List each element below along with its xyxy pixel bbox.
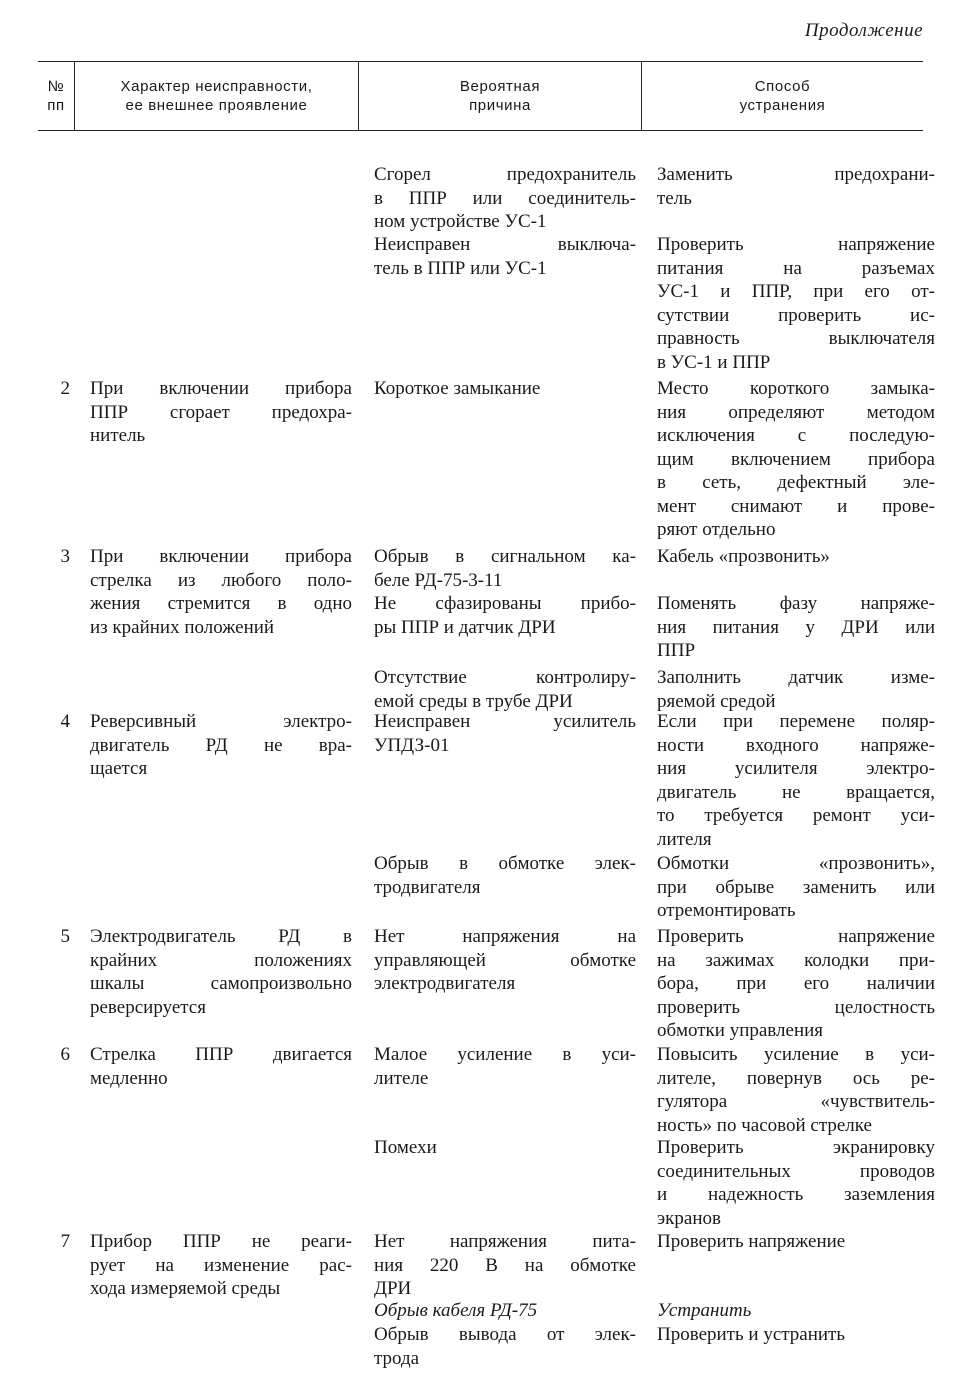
text-line: в УС-1 и ППР [657, 351, 771, 373]
text-line: отремонтировать [657, 900, 796, 921]
text-line: Проверить экранировку [657, 1137, 935, 1158]
fix-text [657, 1299, 935, 1323]
text-line: обмотки управления [657, 1020, 824, 1041]
cause-text [374, 852, 636, 899]
text-line: двигатель не вращается, [657, 781, 935, 803]
text-line: Короткое замыкание [374, 378, 541, 399]
text-line: исключения с последую- [657, 425, 935, 446]
text-line: Место короткого замыка- [657, 378, 935, 399]
text-line: Проверить напряжение [657, 234, 935, 255]
text-line: в ППР или соединитель- [374, 187, 636, 209]
continuation-label: Продолжение [804, 20, 923, 41]
cause-text [374, 163, 636, 234]
text-line: ности входного напряже- [657, 734, 935, 756]
fix-text [657, 592, 935, 663]
text-line: на зажимах колодки при- [657, 949, 935, 971]
text-line: Повысить усиление в уси- [657, 1044, 935, 1065]
text-line: реверсируется [90, 996, 206, 1018]
text-line: питания на разъемах [657, 257, 935, 279]
text-line: Заполнить датчик изме- [657, 667, 935, 688]
text-line: ряемой средой [657, 690, 776, 712]
row-number: 3 [60, 546, 70, 567]
text-line: нитель [90, 425, 146, 446]
fix-text [657, 545, 935, 569]
text-line: ДРИ [374, 1278, 412, 1299]
fix-text [657, 377, 935, 542]
text-line: шкалы самопроизвольно [90, 973, 352, 994]
text-line: ряют отдельно [657, 519, 776, 540]
text-line: Нет напряжения пита- [374, 1231, 636, 1252]
fix-text [657, 852, 935, 923]
fix-text [657, 666, 935, 713]
fault-text [90, 1230, 352, 1301]
text-line: Отсутствие контролиру- [374, 667, 636, 688]
text-line: Нет напряжения на [374, 926, 636, 947]
text-line: УПДЗ-01 [374, 734, 450, 756]
text-line: Устранить [657, 1300, 752, 1321]
fault-text [90, 545, 352, 639]
text-line: Стрелка ППР двигается [90, 1044, 352, 1065]
fix-text [657, 1230, 935, 1254]
row-number: 5 [60, 926, 70, 947]
text-line: в сеть, дефектный эле- [657, 472, 935, 493]
text-line: управляющей обмотке [374, 949, 636, 971]
text-line: медленно [90, 1067, 168, 1089]
text-line: Обрыв кабеля РД-75 [374, 1300, 538, 1321]
cause-text [374, 925, 636, 996]
text-line: мент снимают и прове- [657, 495, 935, 517]
text-line: ния усилителя электро- [657, 758, 935, 779]
text-line: гулятора «чувствитель- [657, 1091, 935, 1112]
text-line: стрелка из любого поло- [90, 569, 352, 591]
text-line: Не сфазированы прибо- [374, 593, 636, 614]
text-line: Проверить и устранить [657, 1324, 846, 1345]
text-line: ППР сгорает предохра- [90, 401, 352, 423]
text-line: то требуется ремонт уси- [657, 805, 935, 826]
row-number: 4 [60, 711, 70, 732]
text-line: Сгорел предохранитель [374, 164, 636, 185]
fault-text [90, 925, 352, 1019]
cause-text [374, 1136, 636, 1160]
text-line: Кабель «прозвонить» [657, 546, 830, 567]
header-fault: Характер неисправности, ее внешнее проявление [120, 78, 313, 114]
text-line: Обрыв в обмотке элек- [374, 853, 636, 874]
text-line: ния питания у ДРИ или [657, 616, 935, 638]
text-line: Помехи [374, 1137, 437, 1158]
text-line: щим включением прибора [657, 448, 935, 470]
text-line: хода измеряемой среды [90, 1278, 281, 1299]
text-line: Заменить предохрани- [657, 164, 935, 185]
fix-text [657, 1323, 935, 1347]
text-line: емой среды в трубе ДРИ [374, 690, 573, 712]
cause-text [374, 545, 636, 592]
text-line: Поменять фазу напряже- [657, 593, 935, 614]
text-line: тель в ППР или УС-1 [374, 257, 547, 279]
text-line: Неисправен выключа- [374, 234, 636, 255]
row-number: 7 [60, 1231, 70, 1252]
header-cause: Вероятная причина [459, 78, 541, 114]
row-number: 2 [60, 378, 70, 399]
fault-text [90, 1043, 352, 1090]
text-line: ры ППР и датчик ДРИ [374, 616, 556, 638]
text-line: двигатель РД не вра- [90, 734, 352, 756]
cause-text [374, 377, 636, 401]
cause-text [374, 233, 636, 280]
text-line: Неисправен усилитель [374, 711, 636, 732]
fix-text [657, 233, 935, 374]
fix-text [657, 710, 935, 851]
cause-text [374, 1299, 636, 1323]
text-line: ния определяют методом [657, 401, 935, 423]
text-line: Электродвигатель РД в [90, 926, 352, 947]
text-line: тродвигателя [374, 876, 481, 898]
text-line: правность выключателя [657, 328, 935, 349]
text-line: ППР [657, 640, 696, 661]
header-fix: Способ устранения [739, 78, 826, 114]
text-line: лителя [657, 828, 712, 850]
text-line: из крайних положений [90, 616, 275, 638]
text-line: Проверить напряжение [657, 1231, 846, 1252]
fix-text [657, 163, 935, 210]
text-line: трода [374, 1347, 420, 1369]
row-number: 6 [60, 1044, 70, 1065]
cause-text [374, 1043, 636, 1090]
text-line: Проверить напряжение [657, 926, 935, 947]
text-line: бора, при его наличии [657, 973, 935, 994]
text-line: ность» по часовой стрелке [657, 1114, 872, 1136]
text-line: Обрыв вывода от элек- [374, 1324, 636, 1345]
text-line: ном устройстве УС-1 [374, 211, 547, 232]
text-line: при обрыве заменить или [657, 876, 935, 898]
text-line: соединительных проводов [657, 1160, 935, 1182]
cause-text [374, 592, 636, 639]
text-line: лителе [374, 1067, 429, 1089]
text-line: тель [657, 187, 692, 209]
text-line: Прибор ППР не реаги- [90, 1231, 352, 1252]
cause-text [374, 666, 636, 713]
fault-text [90, 710, 352, 781]
text-line: и надежность заземления [657, 1184, 935, 1205]
table-header [38, 61, 923, 131]
header-num: № пп [47, 78, 65, 114]
text-line: сутствии проверить ис- [657, 304, 935, 326]
fault-text [90, 377, 352, 448]
text-line: При включении прибора [90, 378, 352, 399]
cause-text [374, 1230, 636, 1301]
cause-text [374, 1323, 636, 1370]
text-line: проверить целостность [657, 996, 935, 1018]
text-line: лителе, повернув ось ре- [657, 1067, 935, 1089]
text-line: крайних положениях [90, 949, 352, 971]
text-line: Малое усиление в уси- [374, 1044, 636, 1065]
text-line: Обрыв в сигнальном ка- [374, 546, 636, 567]
text-line: электродвигателя [374, 973, 516, 994]
fix-text [657, 1043, 935, 1137]
text-line: экранов [657, 1207, 721, 1229]
fix-text [657, 925, 935, 1043]
cause-text [374, 710, 636, 757]
text-line: При включении прибора [90, 546, 352, 567]
text-line: щается [90, 758, 148, 779]
text-line: беле РД-75-3-11 [374, 569, 503, 591]
text-line: Если при перемене поляр- [657, 711, 935, 732]
text-line: УС-1 и ППР, при его от- [657, 281, 935, 302]
text-line: ния 220 В на обмотке [374, 1254, 636, 1276]
text-line: Реверсивный электро- [90, 711, 352, 732]
fix-text [657, 1136, 935, 1230]
text-line: жения стремится в одно [90, 593, 352, 614]
text-line: рует на изменение рас- [90, 1254, 352, 1276]
text-line: Обмотки «прозвонить», [657, 853, 935, 874]
